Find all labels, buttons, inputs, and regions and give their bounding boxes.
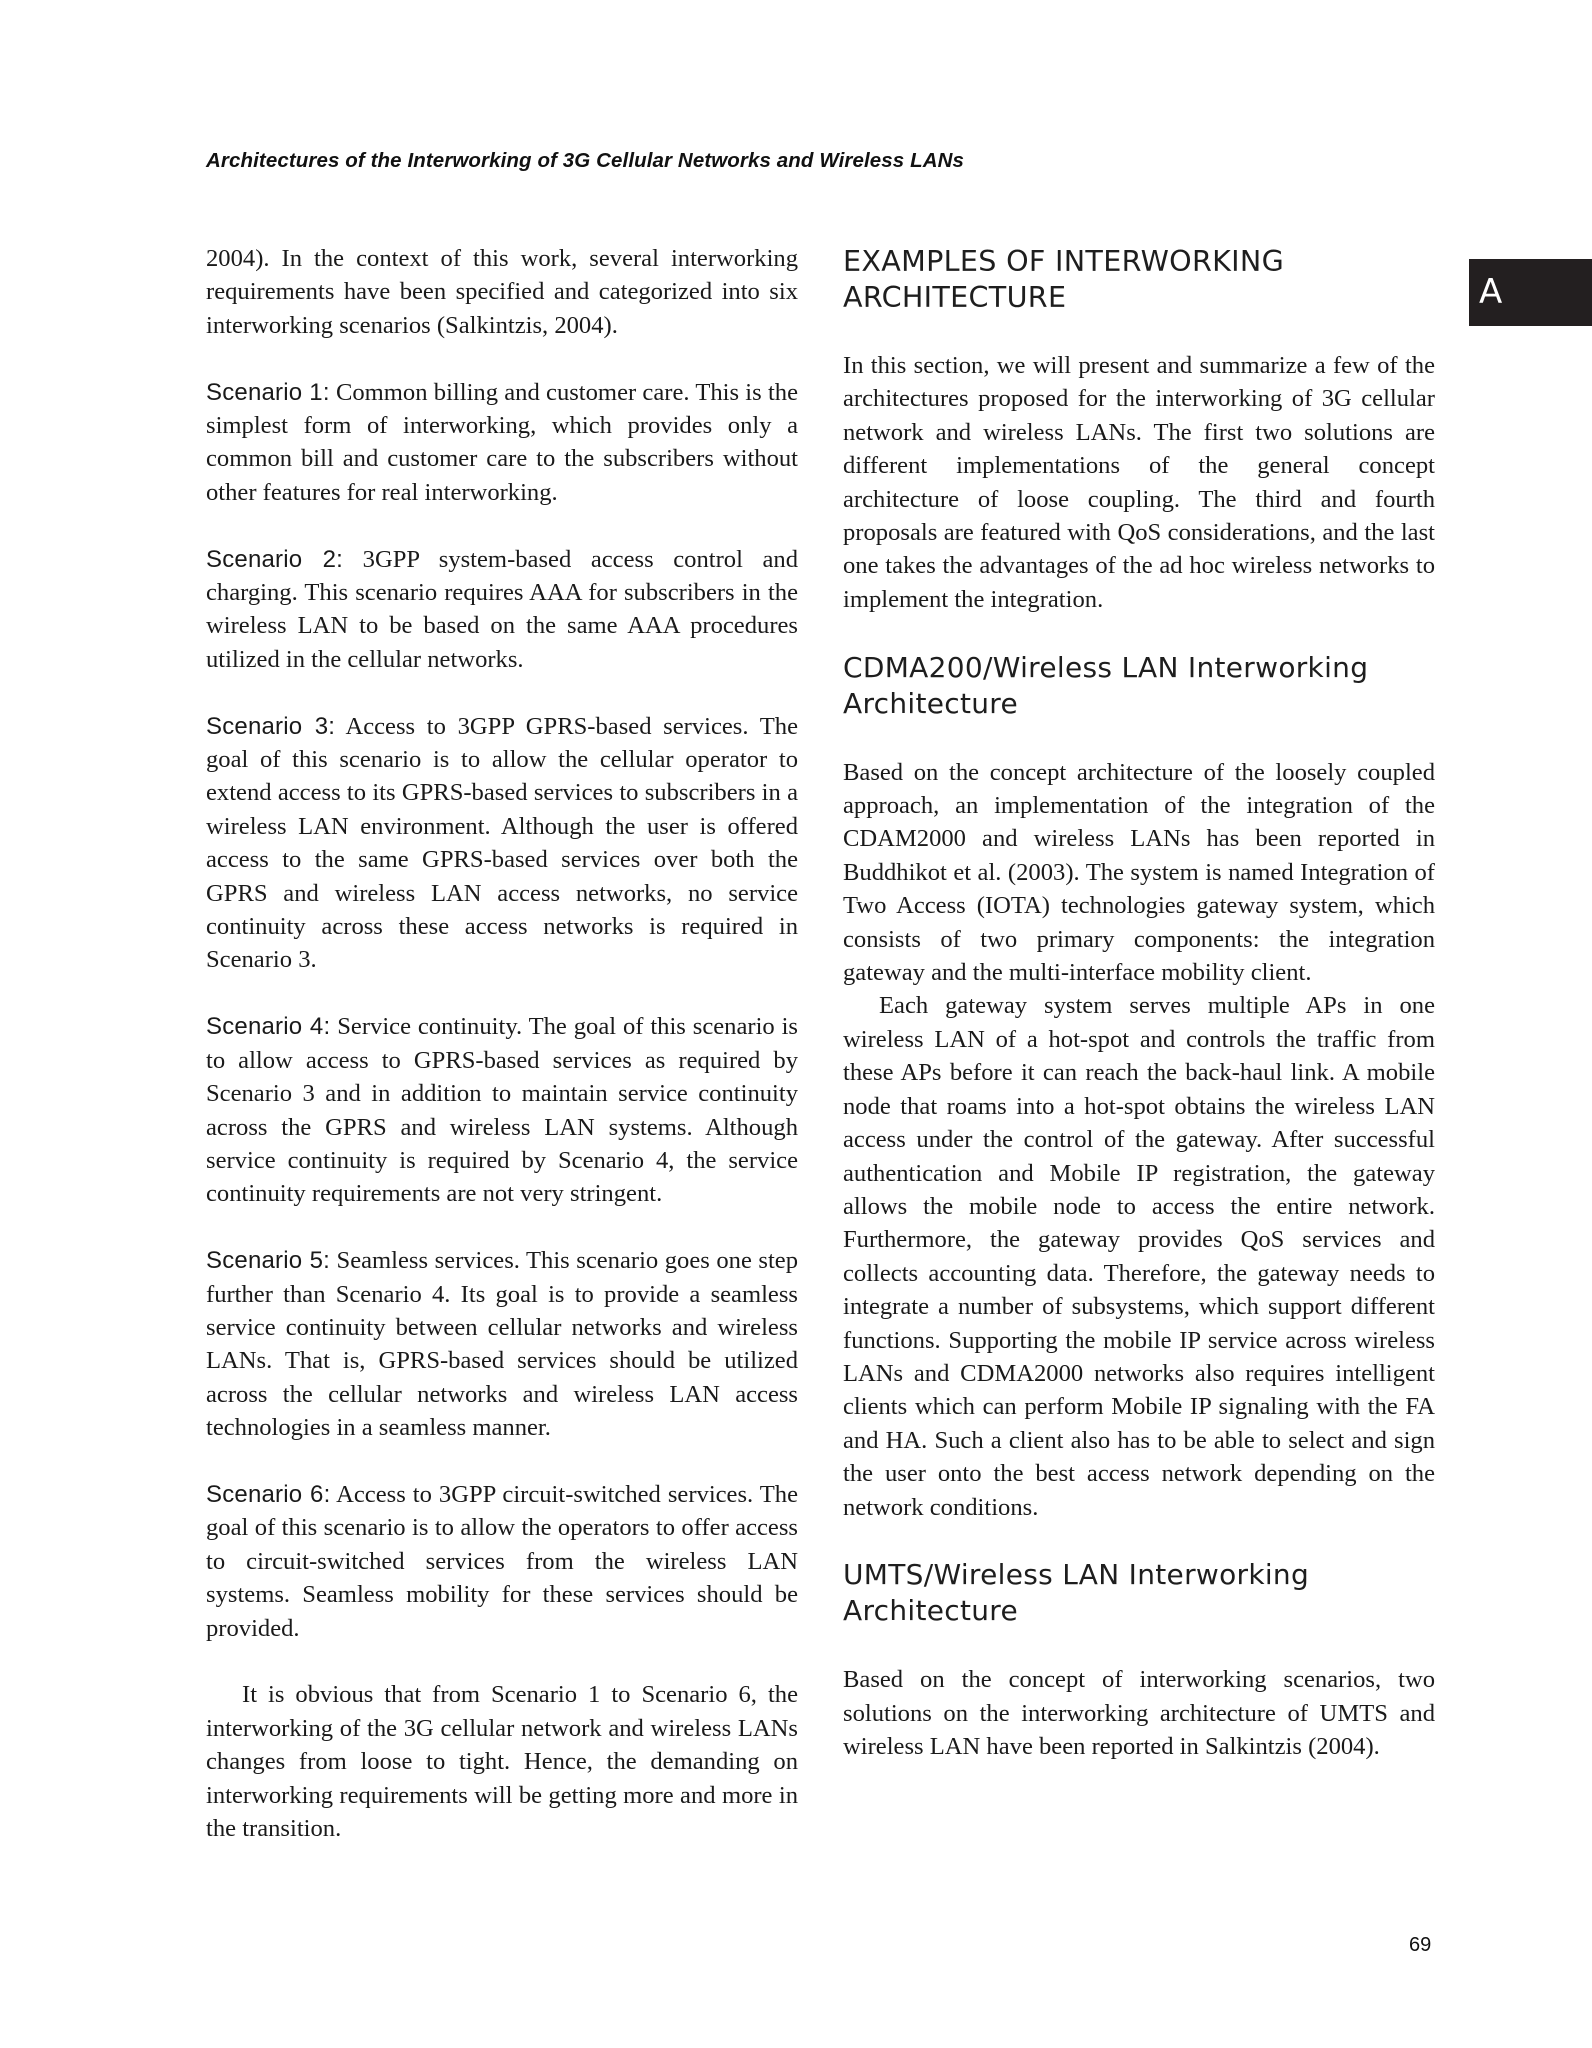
cdma-paragraph-1: Based on the concept architecture of the loosely coupled approach, an implementation of the integration of the CDAM2000 and wireless LANs has been reported in Buddhikot et al. (2003). The system is named Integration of Two Access (IOTA) technologies gateway system, which consists of two primary components: the integration gateway and the multi-interface mobility client.	[843, 758, 1435, 987]
section-title: EXAMPLES OF INTERWORKING ARCHITECTURE	[843, 244, 1285, 314]
scenario-4-text: Service continuity. The goal of this scenario is to allow access to GPRS-based services as required by Scenario 3 and in addition to maintain service continuity across the GPRS and wireless LAN systems. Although service continuity is required by Scenario 4, the service continuity requirements are not very stringent.	[206, 1013, 798, 1208]
subsection-title-umts: UMTS/Wireless LAN Interworking Architecture	[843, 1558, 1310, 1628]
scenario-1-label: Scenario 1:	[206, 378, 330, 406]
scenario-5-text: Seamless services. This scenario goes one step further than Scenario 4. Its goal is to provide a seamless service continuity between cellular networks and wireless LANs. That is, GPRS-based services should be utilized across the cellular networks and wireless LAN access technologies in a seamless manner.	[206, 1247, 799, 1442]
chapter-thumb-tab	[1469, 259, 1592, 326]
scenario-3-label: Scenario 3:	[206, 712, 336, 740]
scenario-3-text: Access to 3GPP GPRS-based services. The goal of this scenario is to allow the cellular operator to extend access to its GPRS-based services to subscribers in a wireless LAN environment. Although the user is offered access to the same GPRS-based services over both the GPRS and wireless LAN access networks, no service continuity across these access networks is required in Scenario 3.	[206, 712, 798, 974]
subsection-title-cdma: CDMA200/Wireless LAN Interworking Architecture	[843, 650, 1369, 720]
scenario-1-text: Common billing and customer care. This is the simplest form of interworking, which provides only a common bill and customer care to the subscribers without other features for real interworking.	[206, 378, 799, 506]
section-intro-paragraph: In this section, we will present and summarize a few of the architectures proposed for the interworking of 3G cellular network and wireless LANs. The first two solutions are different implementations of the general concept architecture of loose coupling. The third and fourth proposals are featured with QoS considerations, and the last one takes the advantages of the ad hoc wireless networks to implement the integration.	[843, 352, 1435, 613]
right-column	[843, 243, 1435, 1764]
cdma-paragraph-2: Each gateway system serves multiple APs in one wireless LAN of a hot-spot and controls the traffic from these APs before it can reach the back-haul link. A mobile node that roams into a hot-spot obtains the wireless LAN access under the control of the gateway. After successful authentication and Mobile IP registration, the gateway allows the mobile node to access the entire network. Furthermore, the gateway provides QoS services and collects accounting data. Therefore, the gateway needs to integrate a number of subsystems, which support different functions. Supporting the mobile IP service across wireless LANs and CDMA2000 networks also requires intelligent clients which can perform Mobile IP signaling with the FA and HA. Such a client also has to be able to select and sign the user onto the best access network depending on the network conditions.	[843, 992, 1435, 1521]
scenario-3-paragraph	[206, 710, 798, 977]
scenario-4-label: Scenario 4:	[206, 1013, 331, 1041]
scenario-2-label: Scenario 2:	[206, 545, 344, 573]
running-head: Architectures of the Interworking of 3G Cellular Networks and Wireless LANs	[206, 149, 965, 172]
left-column	[206, 242, 798, 1845]
scenario-1-paragraph	[206, 376, 798, 510]
thumb-tab-letter: A	[1479, 272, 1503, 312]
scenario-6-text: Access to 3GPP circuit-switched services. The goal of this scenario is to allow the operators to offer access to circuit-switched services from the wireless LAN systems. Seamless mobility for these services should be provided.	[206, 1480, 798, 1642]
closing-paragraph: It is obvious that from Scenario 1 to Scenario 6, the interworking of the 3G cellular network and wireless LANs changes from loose to tight. Hence, the demanding on interworking requirements will be getting more and more in the transition.	[206, 1681, 798, 1842]
page-number: 69	[1409, 1934, 1432, 1956]
scenario-2-text: 3GPP system-based access control and charging. This scenario requires AAA for subscribers in the wireless LAN to be based on the same AAA procedures utilized in the cellular networks.	[206, 545, 798, 673]
scenario-4-paragraph	[206, 1010, 798, 1210]
intro-paragraph: 2004). In the context of this work, several interworking requirements have been specified and categorized into six interworking scenarios (Salkintzis, 2004).	[206, 245, 798, 339]
scenario-6-label: Scenario 6:	[206, 1480, 331, 1508]
scenario-2-paragraph	[206, 543, 798, 677]
scenario-5-paragraph	[206, 1244, 798, 1444]
scenario-6-paragraph	[206, 1478, 798, 1645]
umts-paragraph-1: Based on the concept of interworking scenarios, two solutions on the interworking architecture of UMTS and wireless LAN have been reported in Salkintzis (2004).	[843, 1666, 1435, 1761]
scenario-5-label: Scenario 5:	[206, 1247, 330, 1275]
